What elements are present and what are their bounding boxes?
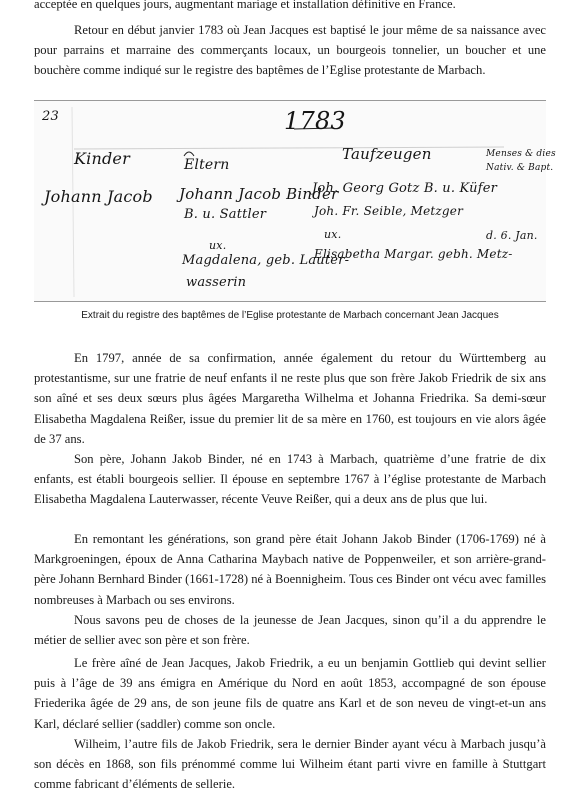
register-year: 1783 <box>284 107 346 135</box>
paragraph-father: Son père, Johann Jakob Binder, né en 1743 à Marbach, quatrième d’une fratrie de dix enfants, est établi bourgeois sellier. Il épouse en septembre 1767 à l’église protestante de Marbach Elisabetha Magdalena Lauterwasser, récente Veuve Reißer, qui a deux ans de plus que lui. <box>34 452 546 507</box>
register-date: d. 6. Jan. <box>486 229 538 242</box>
register-mother-name: Magdalena, geb. Lauter- <box>182 253 350 268</box>
register-mother-name-cont: wasserin <box>186 275 247 290</box>
register-godmother: Elisabetha Margar. gebh. Metz- <box>314 247 513 261</box>
register-parents-heading: Eltern <box>184 157 230 173</box>
register-godfather-1: Joh. Georg Gotz B. u. Küfer <box>312 181 498 196</box>
figure-caption: Extrait du registre des baptêmes de l’Eglise protestante de Marbach concernant Jean Jacques <box>81 310 499 321</box>
register-ux-godparents: ux. <box>324 228 342 241</box>
register-ux-parents: ux. <box>209 239 227 252</box>
register-date-subheading: Nativ. & Bapt. <box>486 163 554 173</box>
baptism-register-image <box>34 100 556 302</box>
register-child-heading: Kinder <box>74 149 130 168</box>
paragraph-wilheim: Wilheim, l’autre fils de Jakob Friedrik, sera le dernier Binder ayant vécu à Marbach jusqu’à son décès en 1868, son fils prénommé comme lui Wilheim étant parti vivre en famille à Stuttgart comme fabricant d’éléments de sellerie. <box>34 737 546 792</box>
paragraph-confirmation: En 1797, année de sa confirmation, année également du retour du Württemberg au protestantisme, sur une fratrie de neuf enfants il ne reste plus que son frère Jakob Friedrik de six ans son aîné et ses deux sœurs plus âgées Margaretha Wilhelma et Johanna Friedrika. Sa demi-sœur Elisabetha Magdalena Reißer, issue du premier lit de sa mère en 1760, est toujours en vie alors âgée de 37 ans. <box>34 351 546 446</box>
register-father-status: B. u. Sattler <box>184 207 267 222</box>
paragraph-brother: Le frère aîné de Jean Jacques, Jakob Friedrik, a eu un benjamin Gottlieb qui devint sellier puis à l’âge de 39 ans émigra en Amérique du Nord en août 1853, accompagné de son épouse Friederika âgée de 29 ans, de son jeune fils de quatre ans Karl et de son neveu de vingt-et-un ans Karl, déclaré sellier (saddler) comme son oncle. <box>34 656 546 731</box>
paragraph-intro-fragment: acceptée en quelques jours, augmentant mariage et installation définitive en France. <box>34 0 456 11</box>
register-child-name: Johann Jacob <box>44 187 153 206</box>
register-date-heading: Menses & dies <box>486 149 556 159</box>
register-godparents-heading: Taufzeugen <box>342 145 432 163</box>
paragraph-baptism: Retour en début janvier 1783 où Jean Jacques est baptisé le jour même de sa naissance avec pour parrains et marraine des commerçants locaux, un bourgeois tonnelier, un boucher et une bouchère comme indiqué sur le registre des baptêmes de l’Eglise protestante de Marbach. <box>34 23 546 78</box>
register-godfather-2: Joh. Fr. Seible, Metzger <box>314 204 464 218</box>
paragraph-youth: Nous savons peu de choses de la jeunesse de Jean Jacques, sinon qu’il a du apprendre le métier de sellier avec son père et son frère. <box>34 613 546 648</box>
register-father-name: Johann Jacob Binder <box>179 185 339 203</box>
register-entry-number: 23 <box>42 109 59 124</box>
paragraph-ancestry: En remontant les générations, son grand père était Johann Jakob Binder (1706-1769) né à Markgroeningen, époux de Anna Catharina Maybach native de Poppenweiler, et son arrière-grand-père Johann Bernhard Binder (1661-1728) né à Boennigheim. Tous ces Binder ont vécu avec familles nombreuses à Marbach ou ses environs. <box>34 532 546 607</box>
